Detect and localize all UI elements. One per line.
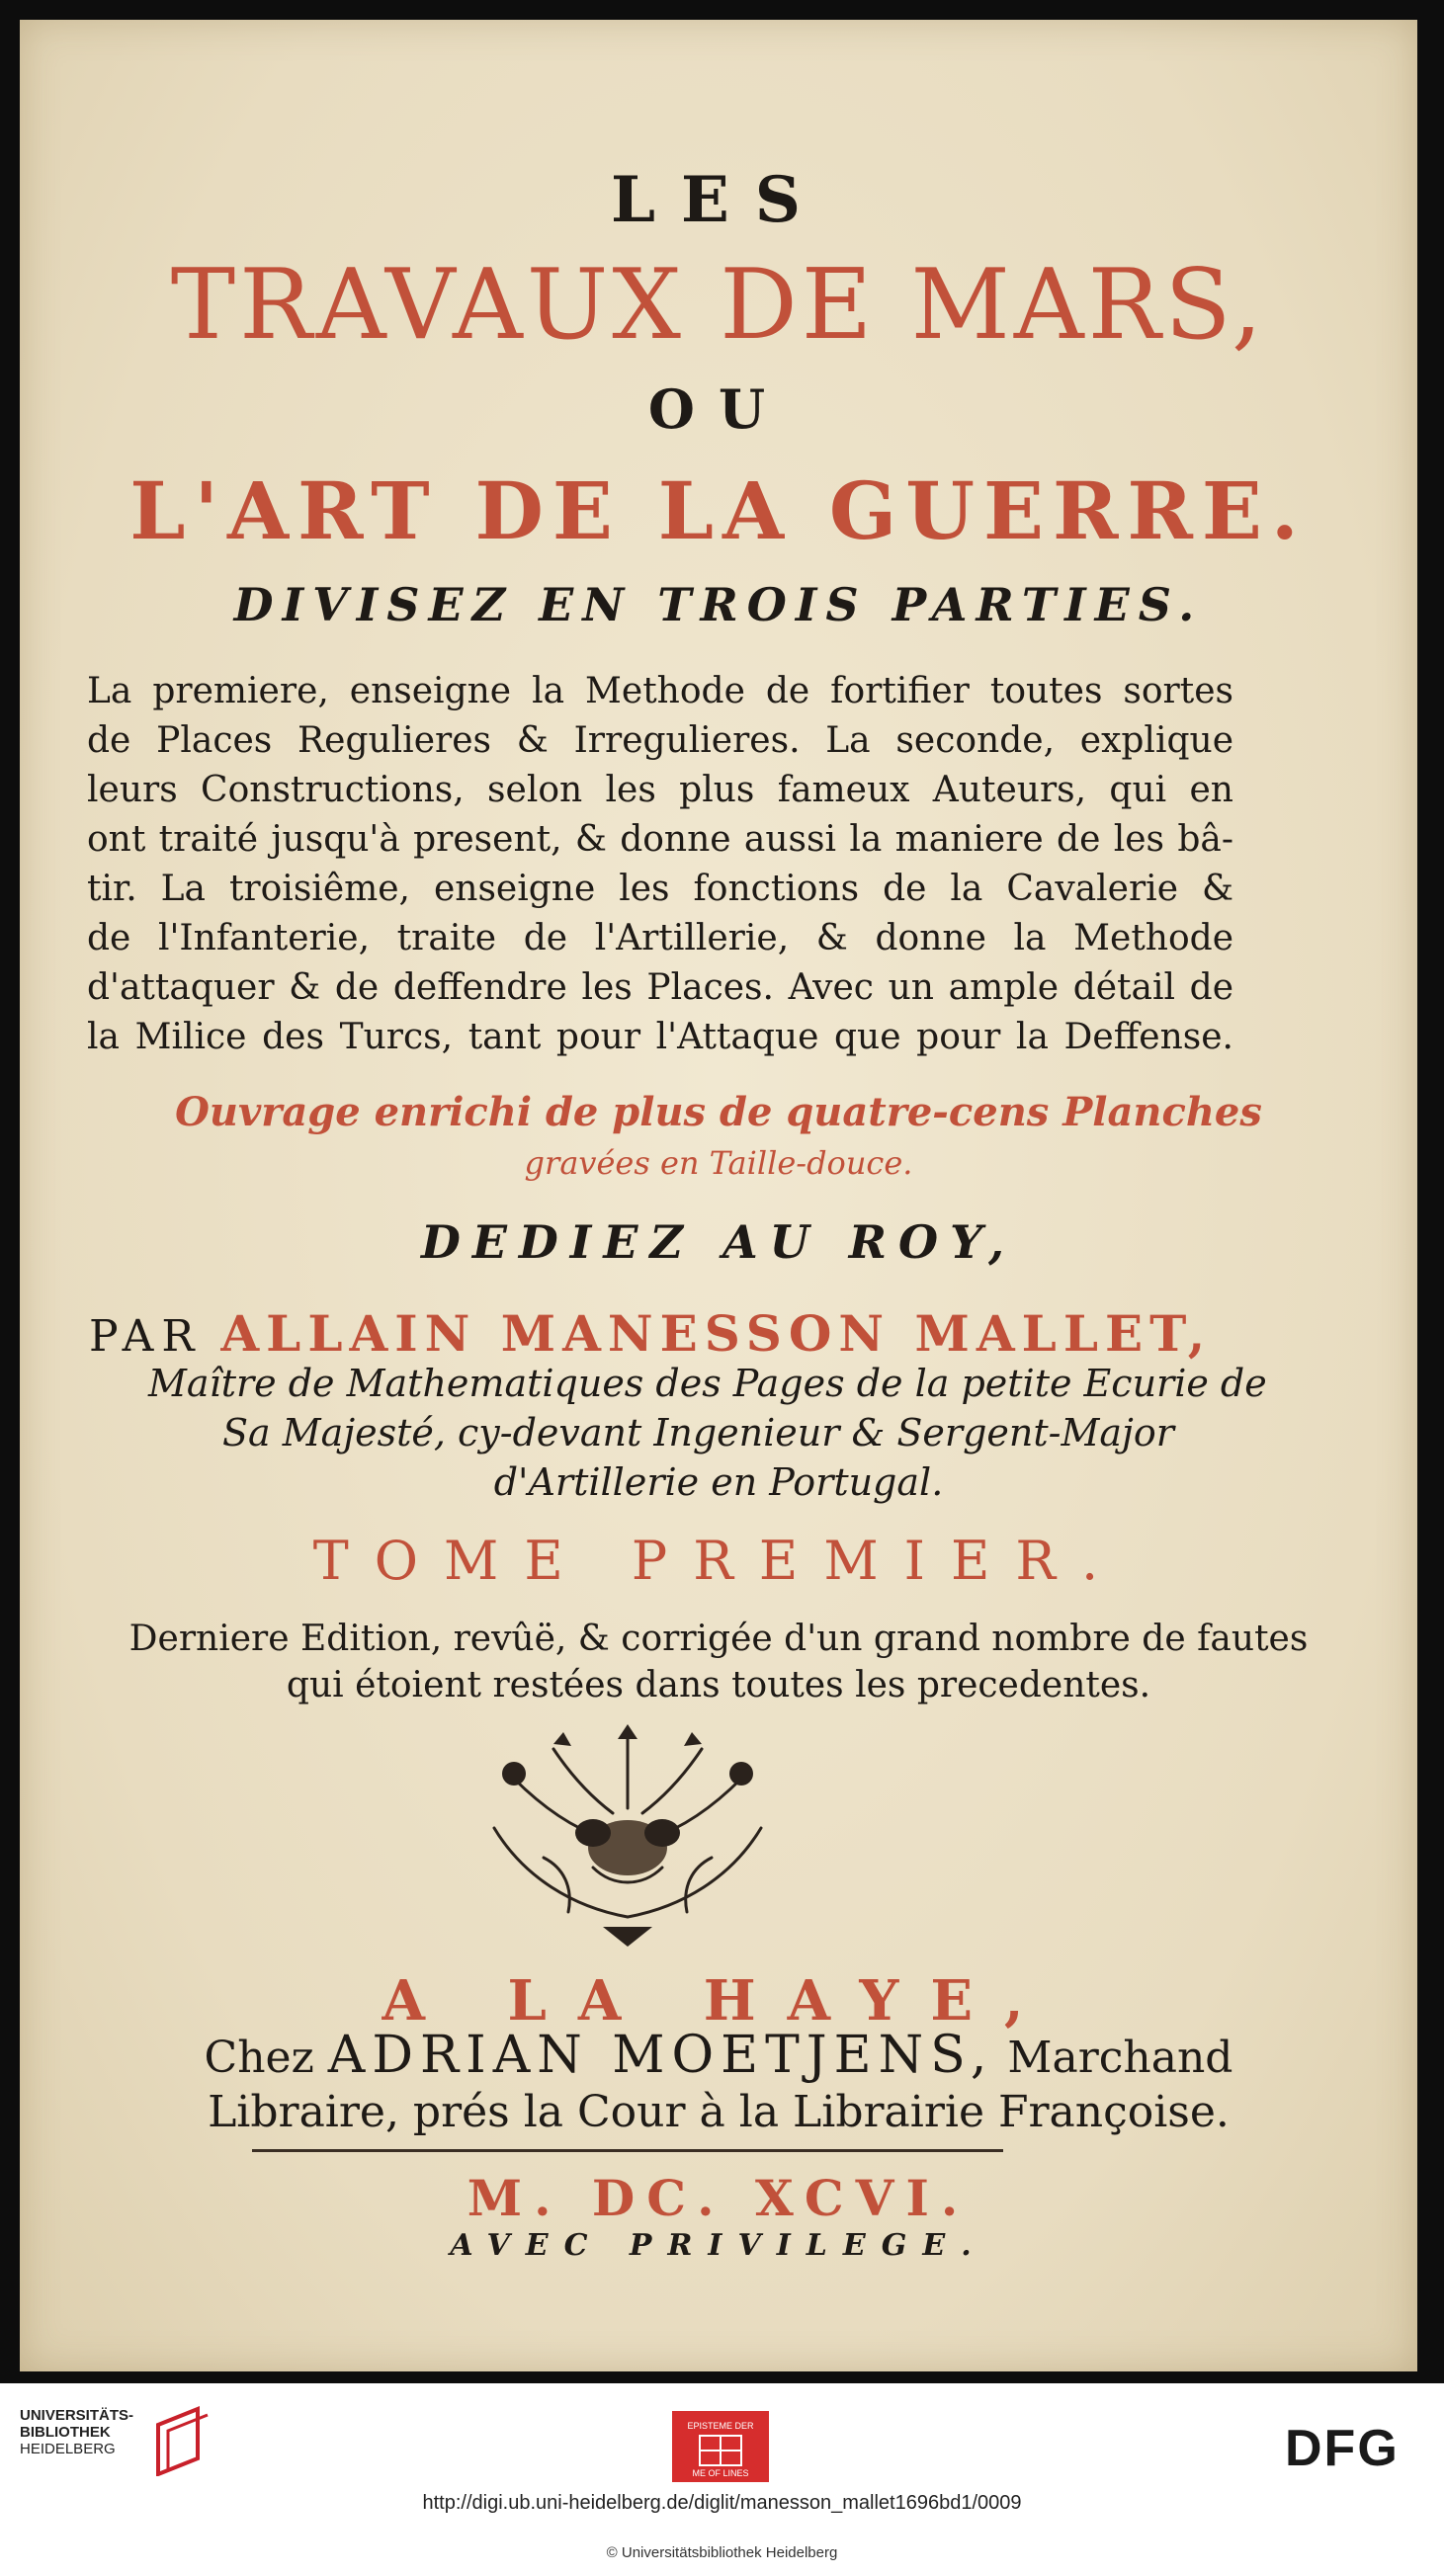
copyright-notice: © Universitätsbibliothek Heidelberg	[606, 2544, 838, 2561]
description-line: ont traité jusqu'à present, & donne aussi la maniere de les bâ-	[87, 819, 1233, 860]
author-line	[89, 1304, 1212, 1363]
privilege-line: AVEC PRIVILEGE.	[450, 2228, 987, 2263]
uni-logo-text	[20, 2407, 133, 2457]
volume-title: TOME PREMIER.	[312, 1530, 1125, 1592]
episteme-line-2: ME OF LINES	[692, 2468, 749, 2478]
uni-line-3: HEIDELBERG	[20, 2441, 116, 2457]
imprint-publisher-line	[20, 2026, 1417, 2085]
ouvrage-line-2: gravées en Taille-douce.	[524, 1144, 913, 1182]
description-line: de l'Infanterie, traite de l'Artillerie, & donne la Methode	[87, 918, 1233, 958]
description-paragraph	[87, 667, 1233, 1062]
heidelberg-university-library-logo[interactable]	[20, 2403, 208, 2482]
ouvrage-line-1: Ouvrage enrichi de plus de quatre-cens Planches	[175, 1089, 1262, 1135]
description-line: tir. La troisiême, enseigne les fonctions de la Cavalerie &	[87, 869, 1233, 909]
title-page	[20, 20, 1417, 2371]
title-travaux-de-mars: TRAVAUX DE MARS,	[170, 249, 1267, 362]
uni-line-1: UNIVERSITÄTS-	[20, 2407, 134, 2424]
description-line: leurs Constructions, selon les plus fameux Auteurs, qui en	[87, 770, 1233, 810]
episteme-line-1: EPISTEME DER	[687, 2421, 754, 2431]
author-title-line-1: Maître de Mathematiques des Pages de la petite Ecurie de	[148, 1362, 1267, 1405]
author-title-line-2: Sa Majesté, cy-devant Ingenieur & Sergent-Major	[222, 1411, 1174, 1454]
author-name: ALLAIN MANESSON MALLET,	[220, 1304, 1213, 1363]
title-ou: OU	[647, 377, 790, 441]
description-line: La premiere, enseigne la Methode de fortifier toutes sortes	[87, 671, 1233, 711]
description-line: de Places Regulieres & Irregulieres. La seconde, explique	[87, 720, 1233, 761]
par-word: PAR	[89, 1311, 203, 1362]
library-mark-icon	[153, 2405, 212, 2476]
description-line: la Milice des Turcs, tant pour l'Attaque que pour la Deffense.	[87, 1017, 1233, 1057]
edition-line-2: qui étoient restées dans toutes les precedentes.	[286, 1665, 1151, 1705]
uni-line-2: BIBLIOTHEK	[20, 2424, 111, 2441]
permalink-url[interactable]: http://digi.ub.uni-heidelberg.de/diglit/manesson_mallet1696bd1/0009	[422, 2492, 1022, 2514]
marchand-word: Marchand	[1007, 2033, 1233, 2083]
edition-line-1: Derniere Edition, revûë, & corrigée d'un grand nombre de fautes	[128, 1619, 1309, 1659]
dfg-logo[interactable]: DFG	[1285, 2420, 1400, 2477]
imprint-address: Libraire, prés la Cour à la Librairie Françoise.	[208, 2087, 1230, 2137]
imprint-year: M. DC. XCVI.	[467, 2169, 971, 2227]
publisher-name: ADRIAN MOETJENS,	[327, 2026, 994, 2085]
floral-basket-ornament-icon	[455, 1719, 801, 1956]
description-line: d'attaquer & de deffendre les Places. Avec un ample détail de	[87, 967, 1233, 1008]
episteme-logo[interactable]	[672, 2411, 769, 2482]
episteme-grid-icon	[672, 2433, 769, 2468]
title-art-de-la-guerre: L'ART DE LA GUERRE.	[129, 464, 1308, 557]
dedication: DEDIEZ AU ROY,	[420, 1215, 1017, 1269]
imprint-divider	[252, 2149, 1003, 2152]
imprint-city: A LA HAYE,	[382, 1968, 1056, 2034]
author-title-line-3: d'Artillerie en Portugal.	[493, 1460, 944, 1504]
chez-word: Chez	[204, 2033, 314, 2083]
title-les: LES	[611, 163, 826, 237]
subtitle-divisez: DIVISEZ EN TROIS PARTIES.	[233, 578, 1204, 631]
